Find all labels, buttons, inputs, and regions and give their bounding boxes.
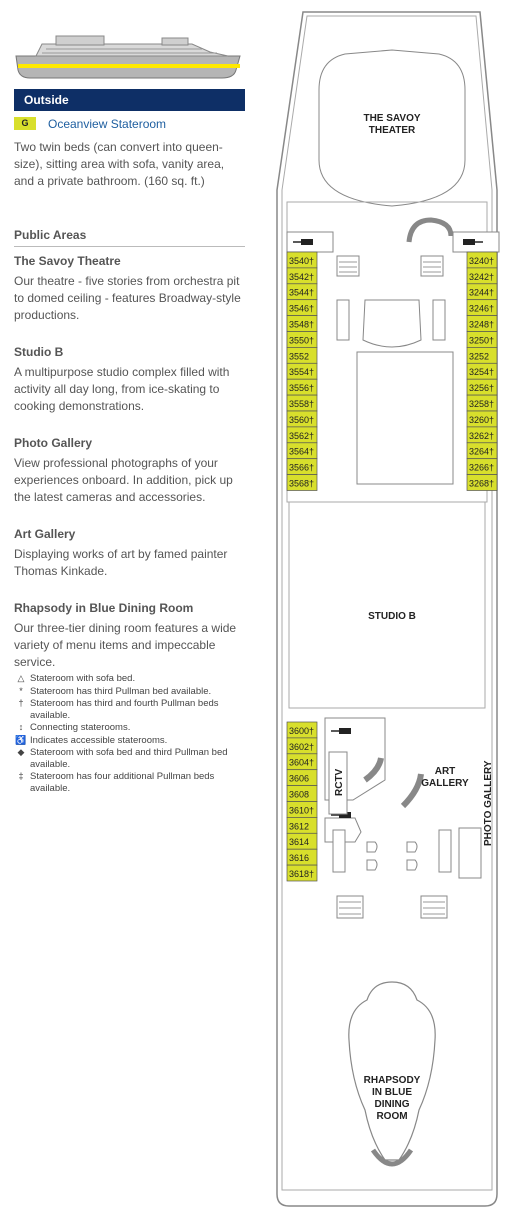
stateroom-number: 3250† <box>469 335 495 346</box>
stateroom-number: 3542† <box>289 271 315 282</box>
area-title-art-gallery: Art Gallery <box>14 527 76 541</box>
stateroom-number: 3240† <box>469 255 495 266</box>
stateroom-number: 3540† <box>289 255 315 266</box>
legend-item: ♿ Indicates accessible staterooms. <box>15 734 168 746</box>
stateroom-number: 3568† <box>289 478 315 489</box>
stateroom-number: 3558† <box>289 399 315 409</box>
legend-item: † Stateroom has third and fourth Pullman beds available. <box>14 698 246 721</box>
photo-gallery-label: PHOTO GALLERY <box>483 760 494 846</box>
theater-label-2: THEATER <box>368 125 416 136</box>
stateroom-number: 3610† <box>289 805 315 816</box>
area-title-savoy-theatre: The Savoy Theatre <box>14 254 121 268</box>
pullman-bed-icon: * <box>19 685 23 696</box>
stateroom-number: 3554† <box>289 367 315 378</box>
public-areas-heading: Public Areas <box>14 228 245 247</box>
stateroom-number: 3560† <box>289 414 315 425</box>
stateroom-number: 3268† <box>469 478 495 489</box>
stateroom-number: 3546† <box>289 303 315 314</box>
stateroom-number: 3252 <box>469 351 490 362</box>
stateroom-number: 3266† <box>469 462 495 473</box>
stateroom-number: 3612 <box>289 821 310 832</box>
studio-b-label: STUDIO B <box>368 611 416 622</box>
area-text-studio-b: A multipurpose studio complex filled with activity all day long, from ice-skating to cooking demonstrations. <box>14 365 230 413</box>
accessible-icon: ♿ <box>15 734 27 745</box>
stateroom-number: 3548† <box>289 319 315 330</box>
category-header: Outside <box>14 89 245 111</box>
area-text-art-gallery: Displaying works of art by famed painter Thomas Kinkade. <box>14 547 228 578</box>
stateroom-number: 3618† <box>289 869 315 879</box>
stateroom-number: 3256† <box>469 383 495 394</box>
stateroom-number: 3242† <box>469 271 495 282</box>
stateroom-column-left-upper <box>287 252 317 491</box>
area-text-photo-gallery: View professional photographs of your experiences onboard. In addition, pick up the latest cameras and accessories. <box>14 456 233 504</box>
stateroom-number: 3556† <box>289 383 315 394</box>
dining-label-1: RHAPSODY <box>363 1075 421 1086</box>
stateroom-column-right-upper <box>467 252 497 491</box>
stateroom-number: 3260† <box>469 414 495 425</box>
stateroom-number: 3616 <box>289 853 310 864</box>
area-title-photo-gallery: Photo Gallery <box>14 436 93 450</box>
legend <box>14 673 246 795</box>
stateroom-number: 3264† <box>469 446 495 457</box>
stateroom-number: 3258† <box>469 399 495 409</box>
art-gallery-label-2: GALLERY <box>421 778 469 789</box>
stateroom-number: 3244† <box>469 287 495 298</box>
connecting-arrow-icon: ↕ <box>18 722 24 732</box>
ship-illustration <box>12 26 244 87</box>
stateroom-number: 3608 <box>289 789 310 800</box>
legend-item: ↕ Connecting staterooms. <box>14 722 246 734</box>
stateroom-number: 3262† <box>469 430 495 441</box>
area-text-dining-room: Our three-tier dining room features a wide variety of menu items and impeccable service. <box>14 621 237 669</box>
stateroom-number: 3562† <box>289 430 315 441</box>
legend-item: ‡ Stateroom has four additional Pullman beds available. <box>14 771 246 794</box>
stateroom-number: 3604† <box>289 757 315 768</box>
stateroom-number: 3614 <box>289 837 310 848</box>
area-title-studio-b: Studio B <box>14 345 64 359</box>
stateroom-number: 3544† <box>289 287 315 298</box>
stateroom-number: 3566† <box>289 462 315 473</box>
stateroom-number: 3550† <box>289 335 315 346</box>
stateroom-number: 3600† <box>289 725 315 736</box>
stateroom-number: 3606 <box>289 773 310 784</box>
legend-item: ◆ Stateroom with sofa bed and third Pullman bed available. <box>14 747 246 770</box>
category-code-badge: G <box>14 117 36 130</box>
deck-plan <box>275 10 510 1215</box>
two-pullman-beds-icon: † <box>18 698 24 708</box>
area-text-savoy-theatre: Our theatre - five stories from orchestra pit to domed ceiling - features Broadway-style productions. <box>14 274 241 322</box>
stateroom-number: 3564† <box>289 446 315 457</box>
dining-label-2: IN BLUE <box>372 1087 412 1098</box>
stateroom-number: 3602† <box>289 741 315 752</box>
category-description: Two twin beds (can convert into queen-size), sitting area with sofa, vanity area, and a private bathroom. (160 sq. ft.) <box>14 140 225 188</box>
legend-item: △ Stateroom with sofa bed. <box>14 673 246 685</box>
diamond-icon: ◆ <box>17 747 25 757</box>
stateroom-number: 3248† <box>469 319 495 330</box>
dining-label-4: ROOM <box>376 1111 408 1122</box>
area-title-dining-room: Rhapsody in Blue Dining Room <box>14 601 194 615</box>
stateroom-number: 3552 <box>289 351 310 362</box>
dining-label-3: DINING <box>374 1099 410 1110</box>
theater-label-1: THE SAVOY <box>363 113 421 124</box>
four-pullman-beds-icon: ‡ <box>18 771 24 781</box>
stateroom-number: 3246† <box>469 303 495 314</box>
stateroom-column-left-lower <box>287 722 317 881</box>
sofa-bed-icon: △ <box>17 673 25 683</box>
legend-item: * Stateroom has third Pullman bed available. <box>14 686 246 698</box>
category-link[interactable]: Oceanview Stateroom <box>48 117 167 131</box>
stateroom-number: 3254† <box>469 367 495 378</box>
art-gallery-label-1: ART <box>434 766 456 777</box>
rctv-label: RCTV <box>334 768 345 796</box>
